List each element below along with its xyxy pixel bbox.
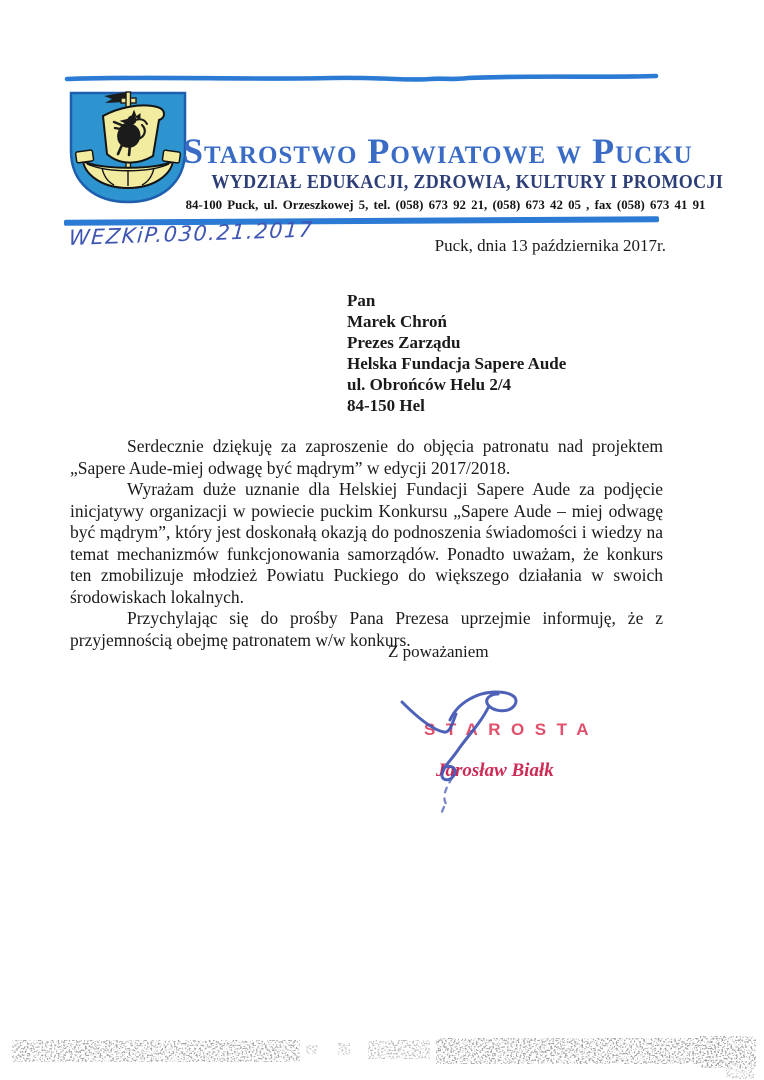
date-line: Puck, dnia 13 października 2017r. — [434, 236, 666, 255]
handwritten-signature-icon — [392, 686, 552, 818]
puck-coat-of-arms-icon — [66, 89, 190, 209]
recipient-line: Prezes Zarządu — [347, 333, 461, 352]
recipient-block — [347, 290, 566, 416]
recipient-line: Marek Chroń — [347, 312, 447, 331]
signer-name-stamp: Jarosław Białk — [436, 760, 554, 781]
body-paragraph-1: Serdecznie dziękuję za zaproszenie do objęcia patronatu nad projektem „Sapere Aude-miej odwagę być mądrym” w edycji 2017/2018. — [70, 436, 663, 478]
department-title: WYDZIAŁ EDUKACJI, ZDROWIA, KULTURY I PROMOCJI — [211, 171, 724, 193]
letterhead — [183, 131, 724, 214]
letter-body — [70, 436, 663, 651]
recipient-line: Pan — [347, 291, 376, 310]
recipient-line: 84-150 Hel — [347, 396, 425, 415]
starosta-stamp: STAROSTA — [424, 720, 599, 739]
recipient-line: ul. Obrońców Helu 2/4 — [347, 375, 512, 394]
handwritten-reference-number: WEZKiP.030.21.2017 — [68, 217, 315, 250]
office-title: Starostwo Powiatowe w Pucku — [183, 131, 693, 171]
recipient-line: Helska Fundacja Sapere Aude — [347, 354, 567, 373]
body-paragraph-2: Wyrażam duże uznanie dla Helskiej Fundacji Sapere Aude za podjęcie inicjatywy organizacji w powiecie puckim Konkursu „Sapere Aude – miej odwagę być mądrym”, który jest doskonałą okazją do podnoszenia świadomości i wiedzy na temat mechanizmów funkcjonowania samorządów. Ponadto uważam, że konkurs ten zmobilizuje młodzież Powiatu Puckiego do większego działania w swoich środowiskach lokalnych. — [70, 479, 663, 607]
office-address: 84-100 Puck, ul. Orzeszkowej 5, tel. (058) 673 92 21, (058) 673 42 05 , fax (058) 673 41 91 — [185, 197, 706, 212]
letterhead-top-rule — [64, 72, 660, 84]
scanner-noise-band — [0, 1030, 764, 1080]
body-paragraph-3: Przychylając się do prośby Pana Prezesa uprzejmie informuję, że z przyjemnością obejmę patronatem w/w konkurs. — [70, 608, 663, 650]
valediction: Z poważaniem — [388, 642, 489, 661]
